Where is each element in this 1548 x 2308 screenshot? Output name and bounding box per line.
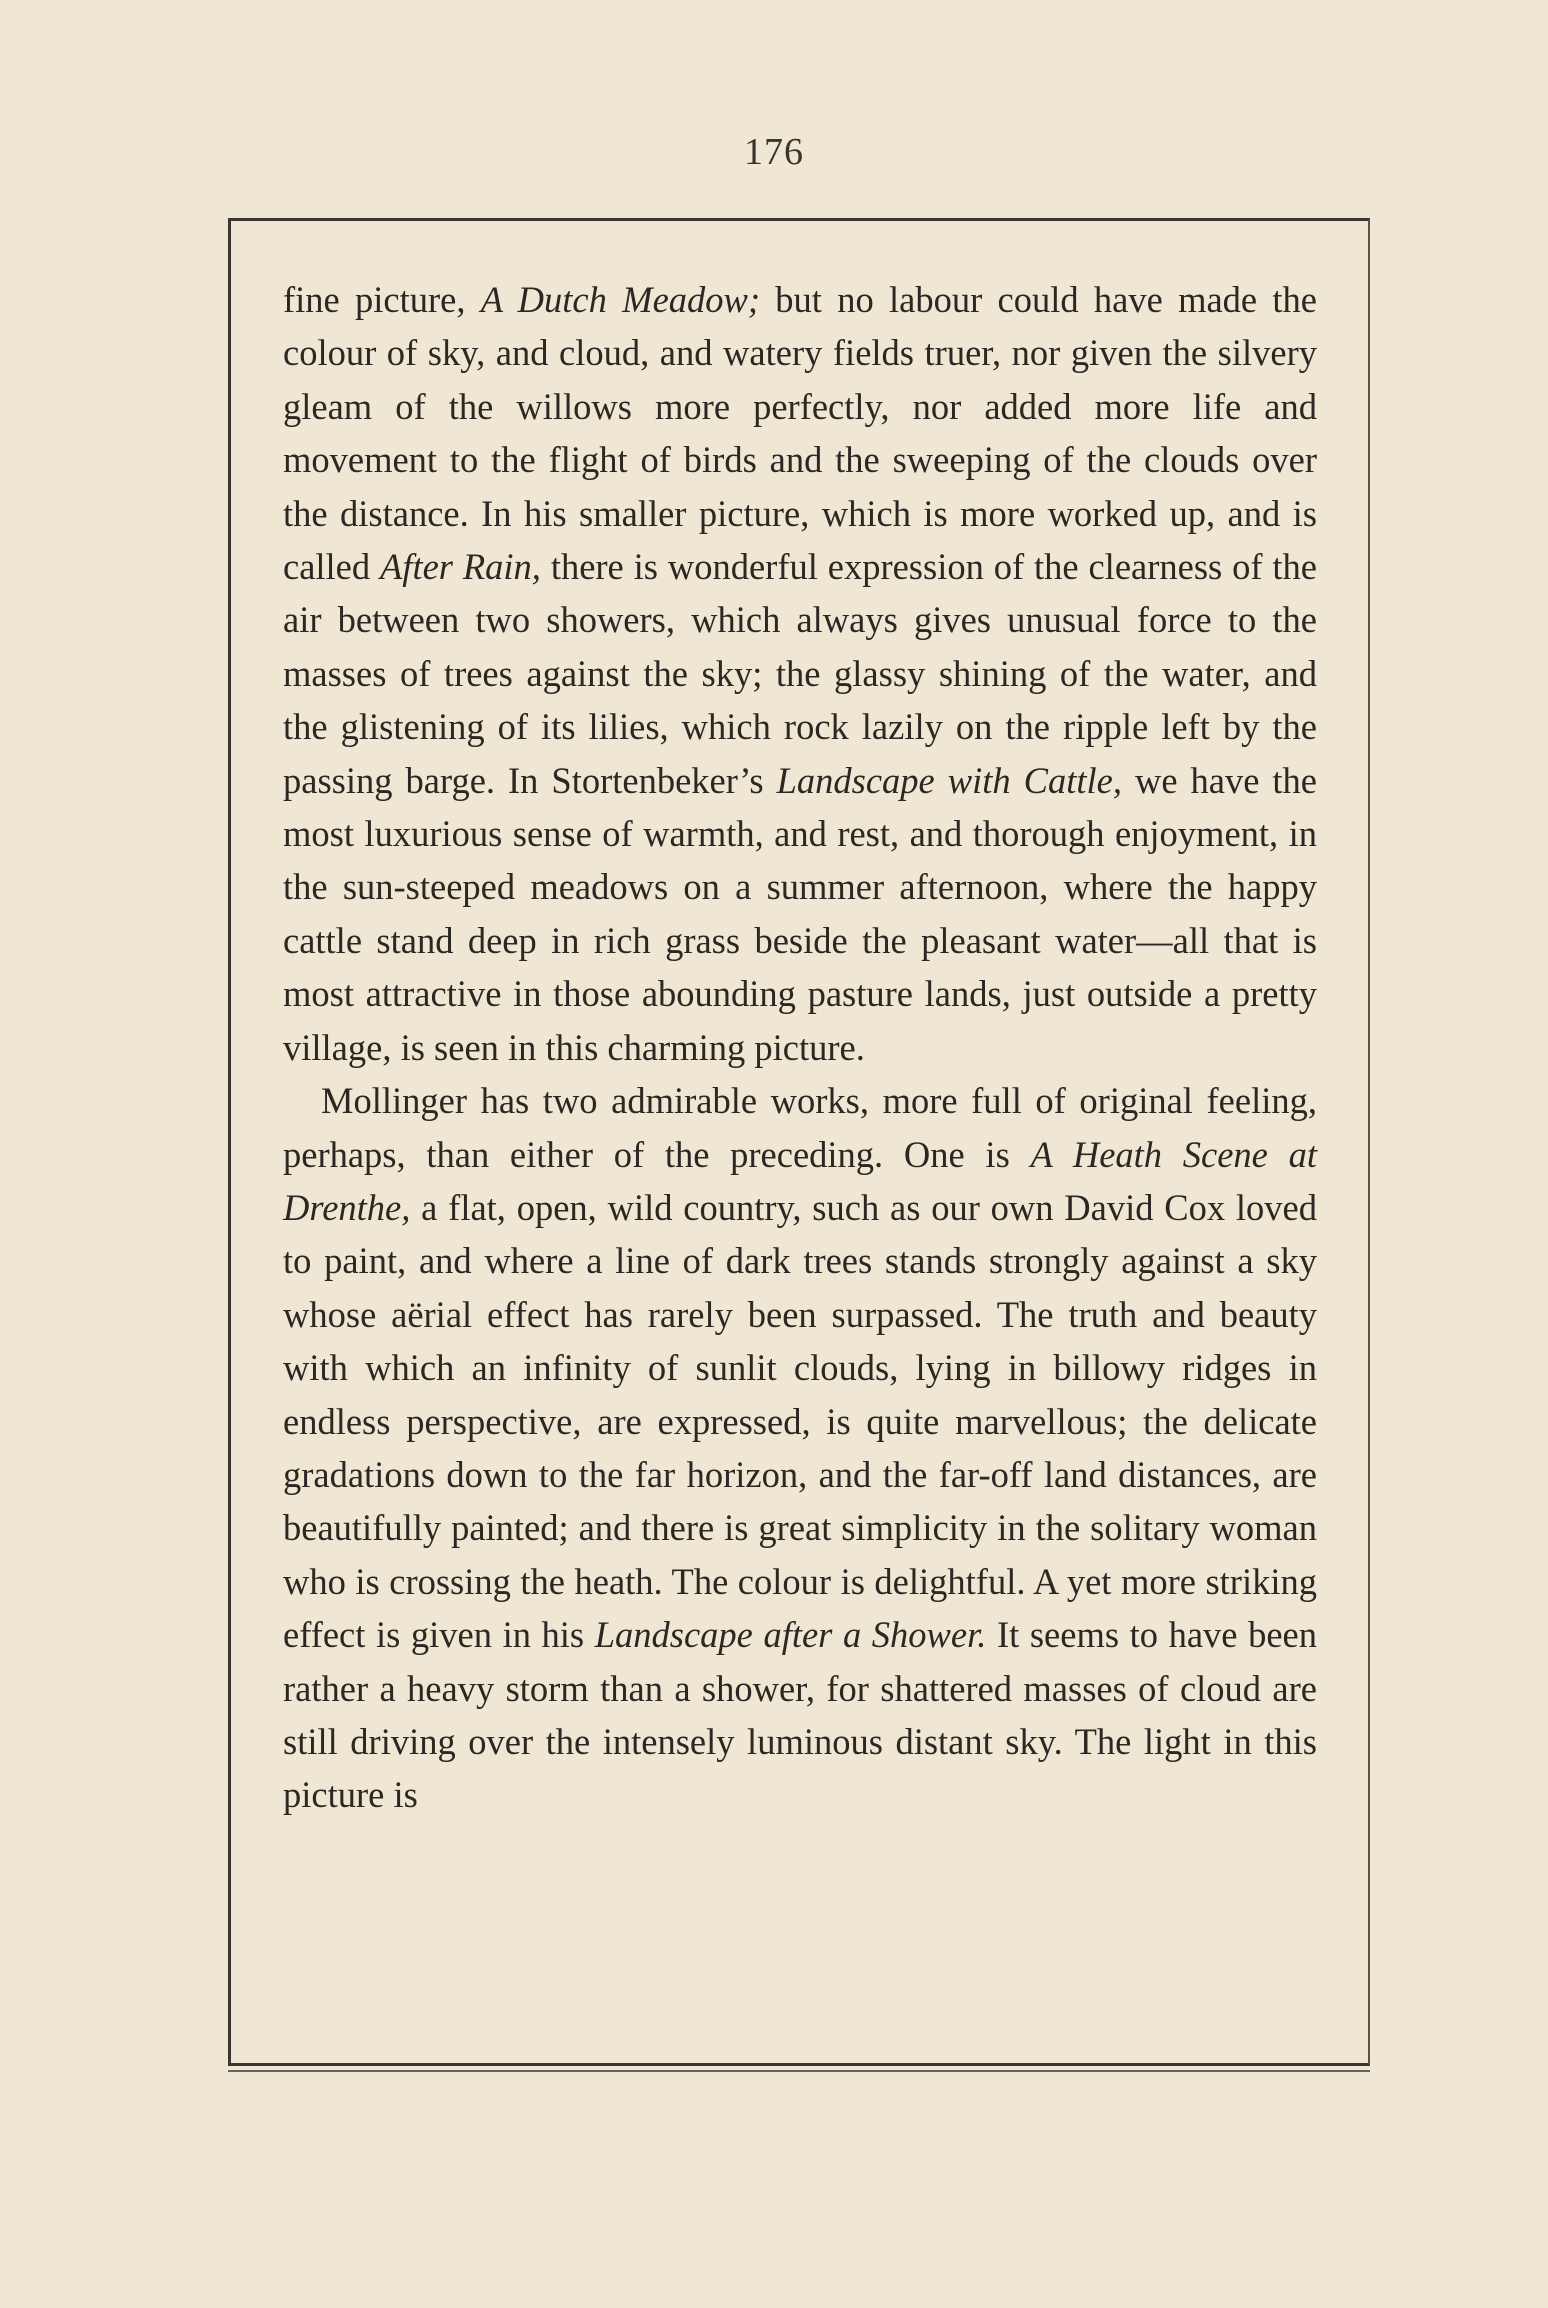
page-number: 176 [744,131,804,173]
text-segment: we have the most luxurious sense of warmth, and rest, and thorough enjoyment, in the sun-steeped meadows on a summer afternoon, where the happy cattle stand deep in rich grass beside the pleasant water—all that is most attractive in those abounding pasture lands, just outside a pretty village, is seen in this charming picture. [283,759,1317,1068]
artwork-title: Landscape after a Shower. [594,1614,987,1656]
artwork-title: A Dutch Meadow; [480,279,761,320]
text-segment: a flat, open, wild country, such as our own David Cox loved to paint, and where a line of dark trees stands strongly against a sky whose aërial effect has rarely been surpassed. The truth and beauty with which an infinity of sunlit clouds, lying in billowy ridges in endless perspective, are expressed, is quite marvellous; the delicate gradations down to the far horizon, and the far-off land distances, are beautifully painted; and there is great simplicity in the solitary woman who is crossing the heath. The colour is delightful. A yet more striking effect is given in his [283,1186,1317,1656]
text-segment: Mollinger has two admirable works, more full of original feeling, perhaps, than either of the preceding. One is [283,1080,1317,1175]
text-segment: but no labour could have made the colour of sky, and cloud, and watery fields truer, nor given the silvery gleam of the willows more perfectly, nor added more life and movement to the flight of birds and the sweeping of the clouds over the distance. In his smaller picture, which is more worked up, and is called [283,279,1317,588]
paragraph-2 [283,1074,1317,1822]
text-segment: fine picture, [283,279,481,320]
artwork-title: Landscape with Cattle, [776,759,1122,801]
paragraph-1 [283,273,1317,1074]
artwork-title: After Rain, [380,546,541,588]
text-segment: there is wonderful expression of the clearness of the air between two showers, which always gives unusual force to the masses of trees against the sky; the glassy shining of the water, and the glistening of its lilies, which rock lazily on the ripple left by the passing barge. In Stortenbeker’s [283,546,1317,801]
text-segment: It seems to have been rather a heavy storm than a shower, for shattered masses of cloud are still driving over the intensely luminous distant sky. The light in this picture is [283,1614,1317,1816]
body-text [283,273,1317,1822]
artwork-title: A Heath Scene at Drenthe, [283,1133,1317,1228]
